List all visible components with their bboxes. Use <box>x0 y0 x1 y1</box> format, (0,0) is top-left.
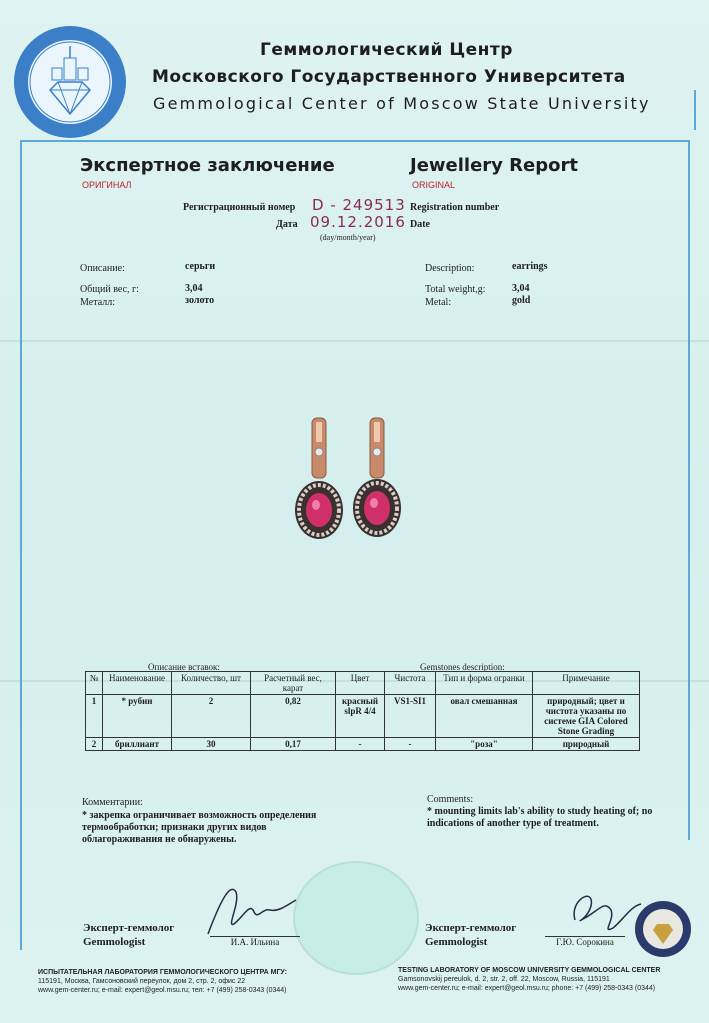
table-cell: природный; цвет и чистота указаны по системе GIA Colored Stone Grading <box>533 695 640 738</box>
stones-caption-en: Gemstones description: <box>420 662 505 672</box>
report-title-ru: Экспертное заключение <box>80 155 335 176</box>
table-cell: овал смешанная <box>436 695 533 738</box>
frame-line <box>20 140 690 142</box>
earrings-photo <box>290 412 420 542</box>
metal-label-ru: Металл: <box>80 297 115 308</box>
frame-line <box>20 140 22 950</box>
table-header: Примечание <box>533 672 640 695</box>
original-label-ru: ОРИГИНАЛ <box>82 180 132 190</box>
date-label-en: Date <box>410 219 430 230</box>
table-cell: 0,82 <box>251 695 336 738</box>
table-cell: - <box>385 738 436 751</box>
original-label-en: ORIGINAL <box>412 180 456 190</box>
footer-ru-3: www.gem-center.ru; e-mail: expert@geol.msu.ru; тел: +7 (499) 258-0343 (0344) <box>38 987 287 994</box>
table-cell: природный <box>533 738 640 751</box>
title-ru-1: Геммологический Центр <box>260 40 513 60</box>
report-title-en: Jewellery Report <box>410 155 578 176</box>
table-cell: бриллиант <box>103 738 172 751</box>
table-cell: 2 <box>86 738 103 751</box>
table-cell: красный slpR 4/4 <box>336 695 385 738</box>
frame-line <box>688 140 690 840</box>
reg-label-en: Registration number <box>410 202 500 213</box>
footer-ru-1: ИСПЫТАТЕЛЬНАЯ ЛАБОРАТОРИЯ ГЕММОЛОГИЧЕСКОГО ЦЕНТРА МГУ: <box>38 969 287 976</box>
table-header: Тип и форма огранки <box>436 672 533 695</box>
date-value: 09.12.2016 <box>310 213 406 231</box>
metal-value-en: gold <box>512 295 531 306</box>
date-label-ru: Дата <box>276 219 298 230</box>
left-role-ru: Эксперт-геммолог <box>83 922 175 934</box>
metal-value-ru: золото <box>185 295 215 306</box>
footer-en-2: Gamsonovskij pereulok, d. 2, str. 2, off. 22, Moscow, Russia, 115191 <box>398 976 610 983</box>
left-role-en: Gemmologist <box>83 936 146 948</box>
round-stamp-icon <box>634 900 692 958</box>
comments-text-ru: * закрепка ограничивает возможность определения термообработки; признаки других видов облагораживания не обнаружены. <box>82 810 317 845</box>
table-header: Расчетный вес, карат <box>251 672 336 695</box>
table-header: № <box>86 672 103 695</box>
center-logo-icon <box>12 24 128 140</box>
footer-en-3: www.gem-center.ru; e-mail: expert@geol.msu.ru; phone: +7 (499) 258-0343 (0344) <box>398 985 656 992</box>
table-cell: VS1-SI1 <box>385 695 436 738</box>
stones-caption-ru: Описание вставок: <box>148 662 220 672</box>
comments-text-en: * mounting limits lab's ability to study heating of; no indications of another type of treatment. <box>427 806 653 829</box>
table-header: Наименование <box>103 672 172 695</box>
stamp-seal <box>290 858 422 978</box>
desc-label-ru: Описание: <box>80 263 125 274</box>
weight-label-ru: Общий вес, г: <box>80 284 139 295</box>
table-header: Количество, шт <box>172 672 251 695</box>
paper-fold <box>0 340 709 342</box>
table-header: Цвет <box>336 672 385 695</box>
footer-ru-2: 115191, Москва, Гамсоновский переулок, дом 2, стр. 2, офис 22 <box>38 978 246 985</box>
table-cell: 30 <box>172 738 251 751</box>
desc-label-en: Description: <box>425 263 475 274</box>
table-header-row <box>86 672 640 695</box>
frame-line <box>694 90 696 130</box>
weight-value-ru: 3,04 <box>185 283 203 294</box>
table-header: Чистота <box>385 672 436 695</box>
right-role-ru: Эксперт-геммолог <box>425 922 517 934</box>
right-name: Г.Ю. Сорокина <box>545 936 625 947</box>
reg-label-ru: Регистрационный номер <box>183 202 296 213</box>
table-cell: "роза" <box>436 738 533 751</box>
table-cell: 0,17 <box>251 738 336 751</box>
signature-left <box>200 872 300 942</box>
title-ru-2: Московского Государственного Университета <box>152 67 626 87</box>
table-cell: 2 <box>172 695 251 738</box>
comments-label-ru: Комментарии: <box>82 797 143 808</box>
footer-en-1: TESTING LABORATORY OF MOSCOW UNIVERSITY GEMMOLOGICAL CENTER <box>398 967 661 974</box>
table-cell: * рубин <box>103 695 172 738</box>
title-en: Gemmological Center of Moscow State University <box>153 94 651 113</box>
reg-number: D - 249513 <box>312 196 406 214</box>
comments-label-en: Comments: <box>427 794 474 805</box>
earring-left <box>295 418 343 539</box>
earring-right <box>353 418 401 537</box>
signature-right <box>565 880 645 940</box>
left-name: И.А. Ильина <box>210 936 300 947</box>
right-role-en: Gemmologist <box>425 936 488 948</box>
date-format: (day/month/year) <box>320 233 376 242</box>
table-cell: - <box>336 738 385 751</box>
weight-label-en: Total weight,g: <box>425 284 486 295</box>
table-row <box>86 695 640 738</box>
stones-table <box>85 671 640 751</box>
desc-value-ru: серьги <box>185 261 216 272</box>
table-row <box>86 738 640 751</box>
weight-value-en: 3,04 <box>512 283 530 294</box>
metal-label-en: Metal: <box>425 297 452 308</box>
desc-value-en: earrings <box>512 261 548 272</box>
table-cell: 1 <box>86 695 103 738</box>
